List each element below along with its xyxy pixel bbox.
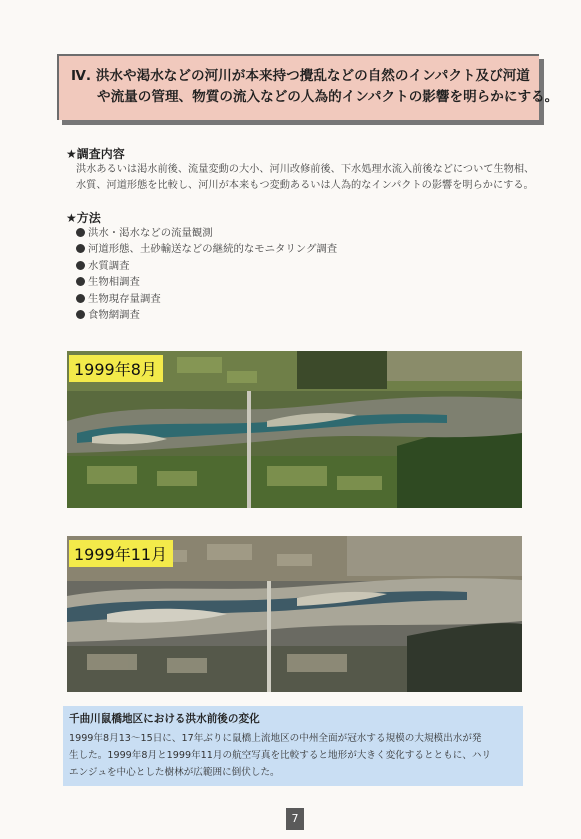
photo-date-label: 1999年11月: [69, 540, 173, 567]
method-list: [76, 225, 337, 323]
caption-line-2: 生した。1999年8月と1999年11月の航空写真を比較すると地形が大きく変化するとともに、ハリ: [69, 750, 492, 761]
method-heading: ★方法: [66, 211, 101, 225]
list-item: 洪水・渇水などの流量観測: [76, 225, 337, 241]
bullet-icon: [76, 261, 85, 270]
list-item: 食物網調査: [76, 307, 337, 323]
aerial-photo-august: [67, 351, 522, 508]
survey-heading: ★調査内容: [66, 147, 125, 161]
survey-text-line-1: 洪水あるいは渇水前後、流量変動の大小、河川改修前後、下水処理水流入前後などについて生物相、: [76, 164, 535, 175]
banner-line-1: Ⅳ. 洪水や渇水などの河川が本来持つ攪乱などの自然のインパクト及び河道: [71, 68, 530, 84]
list-item: 生物相調査: [76, 274, 337, 290]
list-item: 河道形態、土砂輸送などの継続的なモニタリング調査: [76, 241, 337, 257]
caption-line-3: エンジュを中心とした樹林が広範囲に倒伏した。: [69, 767, 280, 778]
list-item: 水質調査: [76, 258, 337, 274]
bullet-icon: [76, 310, 85, 319]
banner-line-2: や流量の管理、物質の流入などの人為的インパクトの影響を明らかにする。: [97, 89, 559, 105]
bullet-icon: [76, 228, 85, 237]
list-item: 生物現存量調査: [76, 291, 337, 307]
caption-body: [69, 730, 515, 781]
caption-line-1: 1999年8月13～15日に、17年ぶりに鼠橋上流地区の中州全面が冠水する規模の大規模出水が発: [69, 733, 482, 744]
caption-title: 千曲川鼠橋地区における洪水前後の変化: [69, 713, 260, 725]
bullet-icon: [76, 277, 85, 286]
page-number: 7: [286, 808, 304, 830]
survey-text-line-2: 水質、河道形態を比較し、河川が本来もつ変動あるいは人為的なインパクトの影響を明らかにする。: [76, 180, 534, 191]
photo-date-label: 1999年8月: [69, 355, 163, 382]
chapter-banner: [57, 54, 559, 120]
photo-caption: [63, 706, 523, 786]
bullet-icon: [76, 294, 85, 303]
bullet-icon: [76, 244, 85, 253]
aerial-photo-november: [67, 536, 522, 692]
